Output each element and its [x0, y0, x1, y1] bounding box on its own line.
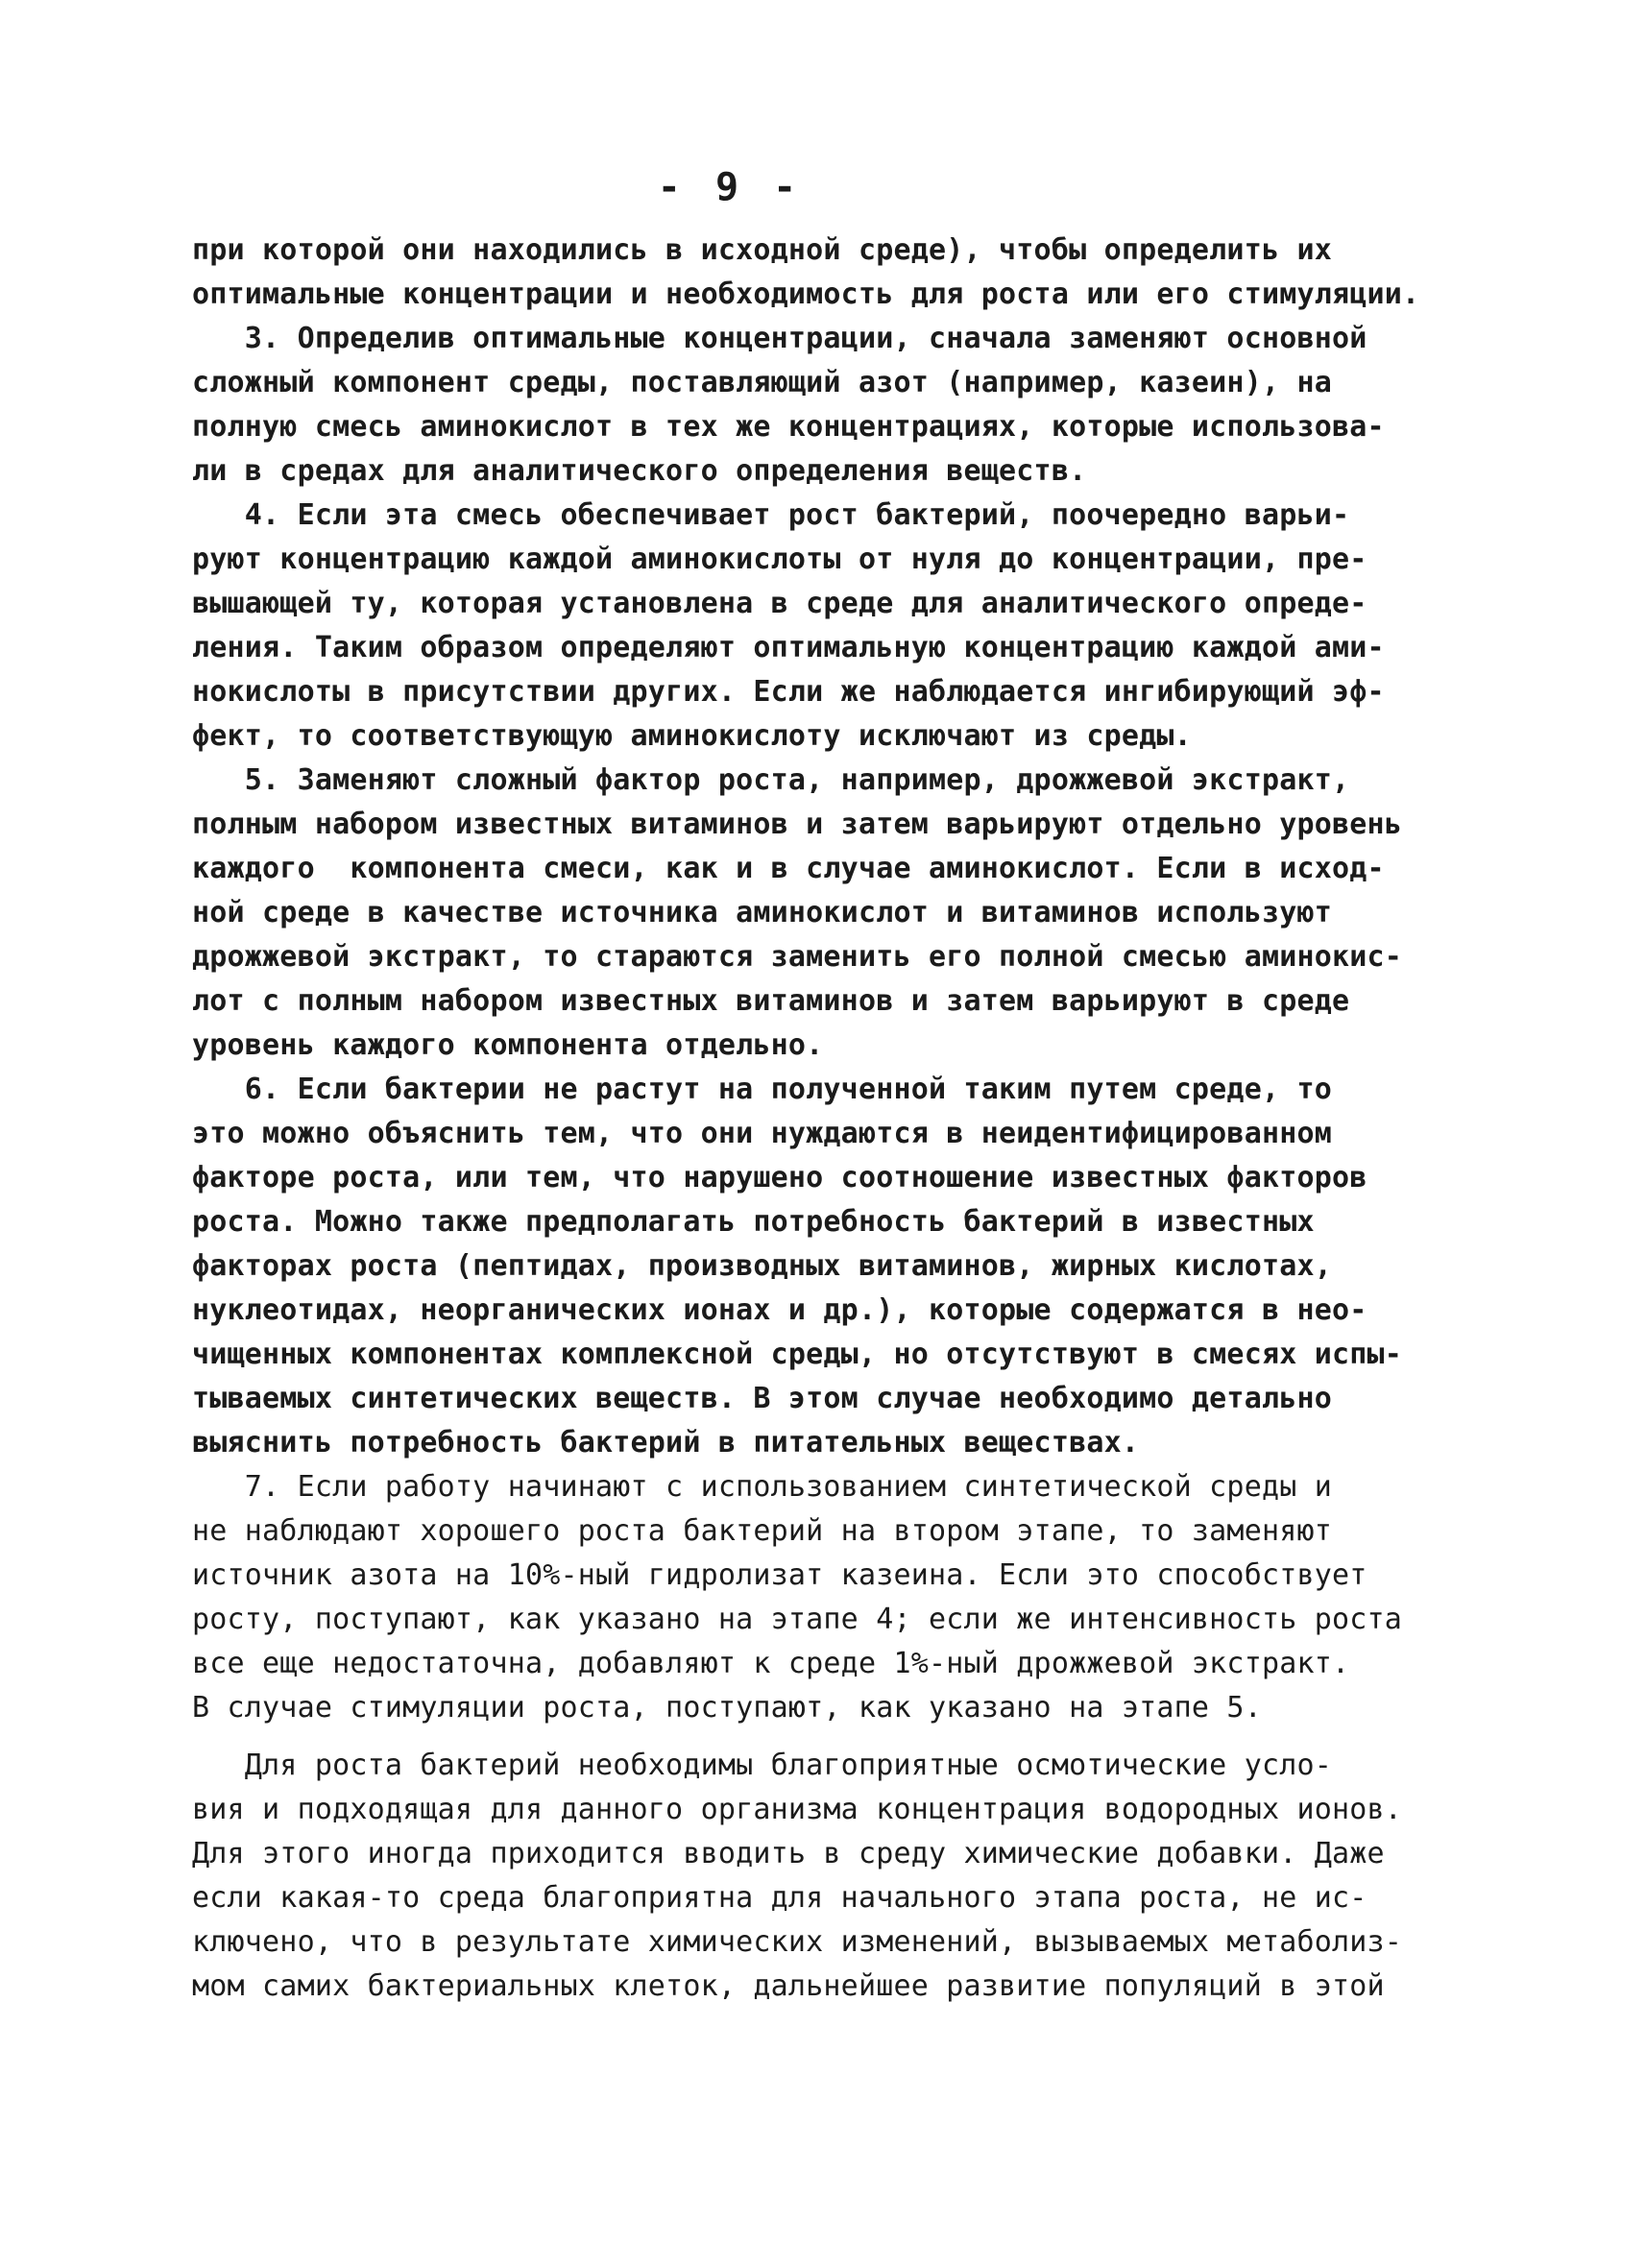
text-line: ления. Таким образом определяют оптимальную концентрацию каждой ами-: [192, 631, 1385, 664]
page-number: - 9 -: [657, 165, 803, 209]
text-line: дрожжевой экстракт, то стараются заменить его полной смесью аминокис-: [192, 940, 1403, 974]
text-line: полным набором известных витаминов и затем варьируют отдельно уровень: [192, 808, 1403, 841]
text-line: факторе роста, или тем, что нарушено соотношение известных факторов: [192, 1161, 1367, 1194]
text-line: 4. Если эта смесь обеспечивает рост бактерий, поочередно варьи-: [192, 498, 1350, 532]
text-line: Для этого иногда приходится вводить в среду химические добавки. Даже: [192, 1837, 1385, 1870]
text-line: руют концентрацию каждой аминокислоты от нуля до концентрации, пре-: [192, 543, 1367, 576]
text-line: это можно объяснить тем, что они нуждаются в неидентифицированном: [192, 1117, 1332, 1150]
text-line: 5. Заменяют сложный фактор роста, например, дрожжевой экстракт,: [192, 763, 1350, 797]
text-line: вышающей ту, которая установлена в среде для аналитического опреде-: [192, 587, 1367, 620]
text-line: при которой они находились в исходной среде), чтобы определить их: [192, 233, 1332, 267]
text-line: роста. Можно также предполагать потребность бактерий в известных: [192, 1205, 1315, 1239]
text-line: 7. Если работу начинают с использованием синтетической среды и: [192, 1470, 1332, 1504]
text-line: сложный компонент среды, поставляющий азот (например, казеин), на: [192, 366, 1332, 399]
text-line: оптимальные концентрации и необходимость для роста или его стимуляции.: [192, 277, 1420, 311]
text-line: 6. Если бактерии не растут на полученной таким путем среде, то: [192, 1073, 1332, 1106]
text-line: факторах роста (пептидах, производных витаминов, жирных кислотах,: [192, 1249, 1332, 1283]
text-line: не наблюдают хорошего роста бактерий на втором этапе, то заменяют: [192, 1514, 1332, 1548]
text-line: ключено, что в результате химических изменений, вызываемых метаболиз-: [192, 1925, 1403, 1959]
text-line: нокислоты в присутствии других. Если же наблюдается ингибирующий эф-: [192, 675, 1385, 709]
text-line: все еще недостаточна, добавляют к среде 1%-ный дрожжевой экстракт.: [192, 1647, 1350, 1680]
text-line: Для роста бактерий необходимы благоприятные осмотические усло-: [192, 1749, 1332, 1782]
text-line: тываемых синтетических веществ. В этом случае необходимо детально: [192, 1382, 1332, 1415]
text-line: выяснить потребность бактерий в питательных веществах.: [192, 1426, 1140, 1460]
text-line: росту, поступают, как указано на этапе 4; если же интенсивность роста: [192, 1603, 1403, 1636]
text-line: источник азота на 10%-ный гидролизат казеина. Если это способствует: [192, 1558, 1367, 1592]
text-line: ли в средах для аналитического определения веществ.: [192, 454, 1087, 488]
body-text: [192, 229, 1469, 2009]
text-line: каждого компонента смеси, как и в случае аминокислот. Если в исход-: [192, 852, 1385, 885]
text-line: фект, то соответствующую аминокислоту исключают из среды.: [192, 719, 1192, 753]
text-line: чищенных компонентах комплексной среды, но отсутствуют в смесях испы-: [192, 1338, 1403, 1371]
text-line: лот с полным набором известных витаминов и затем варьируют в среде: [192, 984, 1350, 1018]
text-line: если какая-то среда благоприятна для начального этапа роста, не ис-: [192, 1881, 1367, 1915]
text-line: В случае стимуляции роста, поступают, как указано на этапе 5.: [192, 1691, 1262, 1725]
text-line: мом самих бактериальных клеток, дальнейшее развитие популяций в этой: [192, 1969, 1385, 2003]
text-line: нуклеотидах, неорганических ионах и др.), которые содержатся в нео-: [192, 1293, 1367, 1327]
text-line: полную смесь аминокислот в тех же концентрациях, которые использова-: [192, 410, 1385, 444]
text-line: ной среде в качестве источника аминокислот и витаминов используют: [192, 896, 1332, 929]
text-line: 3. Определив оптимальные концентрации, сначала заменяют основной: [192, 322, 1367, 355]
paragraph-gap: [192, 1730, 1469, 1744]
text-line: уровень каждого компонента отдельно.: [192, 1028, 824, 1062]
text-line: вия и подходящая для данного организма концентрация водородных ионов.: [192, 1793, 1403, 1826]
